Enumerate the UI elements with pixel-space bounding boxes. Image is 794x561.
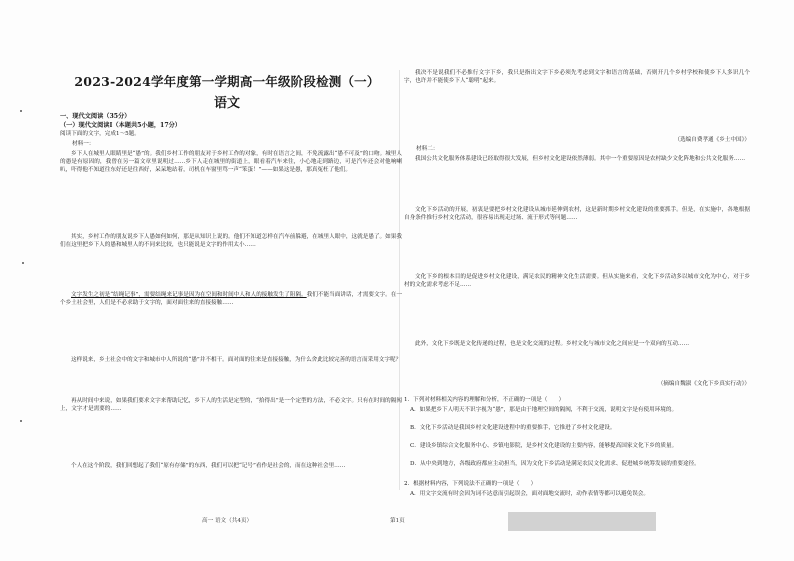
left-column [52,0,402,561]
scan-speck [20,420,22,422]
paragraph: 文化下乡活动的开展，初衷是要把乡村文化建设从城市延伸到农村，这是新时期乡村文化建设的重要抓手。但是，在实施中，各地根据自身条件推行乡村文化活动，很容易出现走过场、流于形式等问题…… [404,207,750,221]
paragraph: 我决不是说我们不必推行文字下乡，我只是指出文字下乡必须先考虑到文字和语言的基础，否则开几个乡村学校和使乡下人多识几个字，也许并不能使乡下人“聪明”起来。 [404,70,750,84]
paragraph: 个人在这个阶段，我们回想起了我们“原有存储”的东西，我们可以把“记号”看作是社会的，而在这种社会里…… [71,463,346,469]
paragraph-text: 我们不能当面讲话，才需要文字。在一个乡土社会里，人们是不必求助于文字的，面对面往来的直接接触…… [60,292,402,306]
question-option: C．建设乡镇综合文化服务中心、乡镇电影院，是乡村文化建设的主要内容，能够提高国家文化下乡的质量。 [410,443,678,449]
paragraph: 其实，乡村工作的朋友说乡下人愚如何如何，那是从知识上说的。他们不知道怎样在汽车前躲避，在城里人眼中，这就是愚了。如果我们在这里把乡下人的愚和城里人的不同来比较，也只能说是文字的作用太小…… [60,234,402,248]
paragraph: 再从时间中来说，如果我们要求文字来帮助记忆，乡下人的生活是定型的，“拾得出”是一个定型的方法，不必文字。只有在时间的隔阂上，文字才是需要的…… [60,398,402,412]
question-option: D．从中央到地方，各级政府都应主动担当，因为文化下乡活动是满足农民文化需求、促进城乡统筹发展的重要途径。 [410,461,700,467]
section-heading: 一、现代文阅读（35分） [60,113,131,120]
scan-speck [22,262,24,264]
paragraph: 这样说来，乡土社会中的文字和城市中人所说的“愚”并不相干。面对面的往来是直接接触，为什么舍此比较完善的语言而采用文字呢？ [71,357,402,363]
question-stem: 2．根据材料内容，下列说法不正确的一项是（ ） [404,481,537,487]
source-note: （选编自费孝通《乡土中国》） [674,137,750,143]
question-stem: 1．下列对材料相关内容的理解和分析，不正确的一项是（ ） [404,397,565,403]
page-footer: 高一 语文（共4页） [202,518,253,524]
redaction-box [508,512,656,531]
paragraph: 乡下人在城里人眼睛里是“愚”的。我们乡村工作的朋友对于乡村工作的对象，有时在语言之间，不免流露出“愚不可及”的口吻。城里人的愚是有原因的，我曾在另一篇文章里说明过……乡下人走在城里的街道上，眼看着汽车来往，小心地走到路边，可是汽车还会对他响喇叭，吓得他不知道往东好还是往西好，呆呆地站着，司机在车窗里骂一声“笨蛋！”——如果这是愚，那真冤枉了他们。 [60,151,402,173]
scan-speck [20,110,22,112]
exam-title: 2023-2024学年度第一学期高一年级阶段检测（一） [74,74,380,89]
material-label: 材料一： [72,141,95,147]
paragraph: 文化下乡的根本目的是促进乡村文化建设，满足农民的精神文化生活需要。但从实施来看，文化下乡活动多以城市文化为中心，对于乡村的文化需求考虑不足…… [404,274,750,288]
source-note: （摘编自魏淑《文化下乡真实行动》） [657,381,750,387]
subject-title: 语文 [213,96,240,111]
subsection-heading: （一）现代文阅读Ⅰ（本题共5小题，17分） [60,122,181,129]
material-label: 材料二： [416,146,439,152]
question-option: B．文化下乡活动是我国乡村文化建设进程中的重要推手，它推进了乡村文化建设。 [410,425,616,431]
instruction: 阅读下面的文字，完成1～5题。 [60,131,140,137]
question-option: A．如果把乡下人明天不识字视为“愚”，那是由于地理空间的隔阂，不利于交流，说明文字是有使用环境的。 [410,407,678,413]
right-column [390,0,750,561]
question-option: A．用文字交流有时会因为词不达意而引起误会，面对面地交流时，动作表情等都可以避免误会。 [410,491,649,497]
paragraph [60,292,402,354]
paragraph: 我国公共文化服务体系建设已经取得很大发展，但乡村文化建设依然薄弱。其中一个重要原因是农村缺少文化阵地和公共文化服务…… [415,156,746,162]
underlined-sentence: 文字发生之初是“结绳记事”，需要结绳来记事是因为在空间和时间中人和人的接触发生了阻隔。 [71,292,307,298]
page-number: 第1页 [390,518,405,524]
paragraph: 此外，文化下乡既是文化传递的过程，也是文化交流的过程。乡村文化与城市文化之间应是一个双向的互动…… [415,341,690,347]
